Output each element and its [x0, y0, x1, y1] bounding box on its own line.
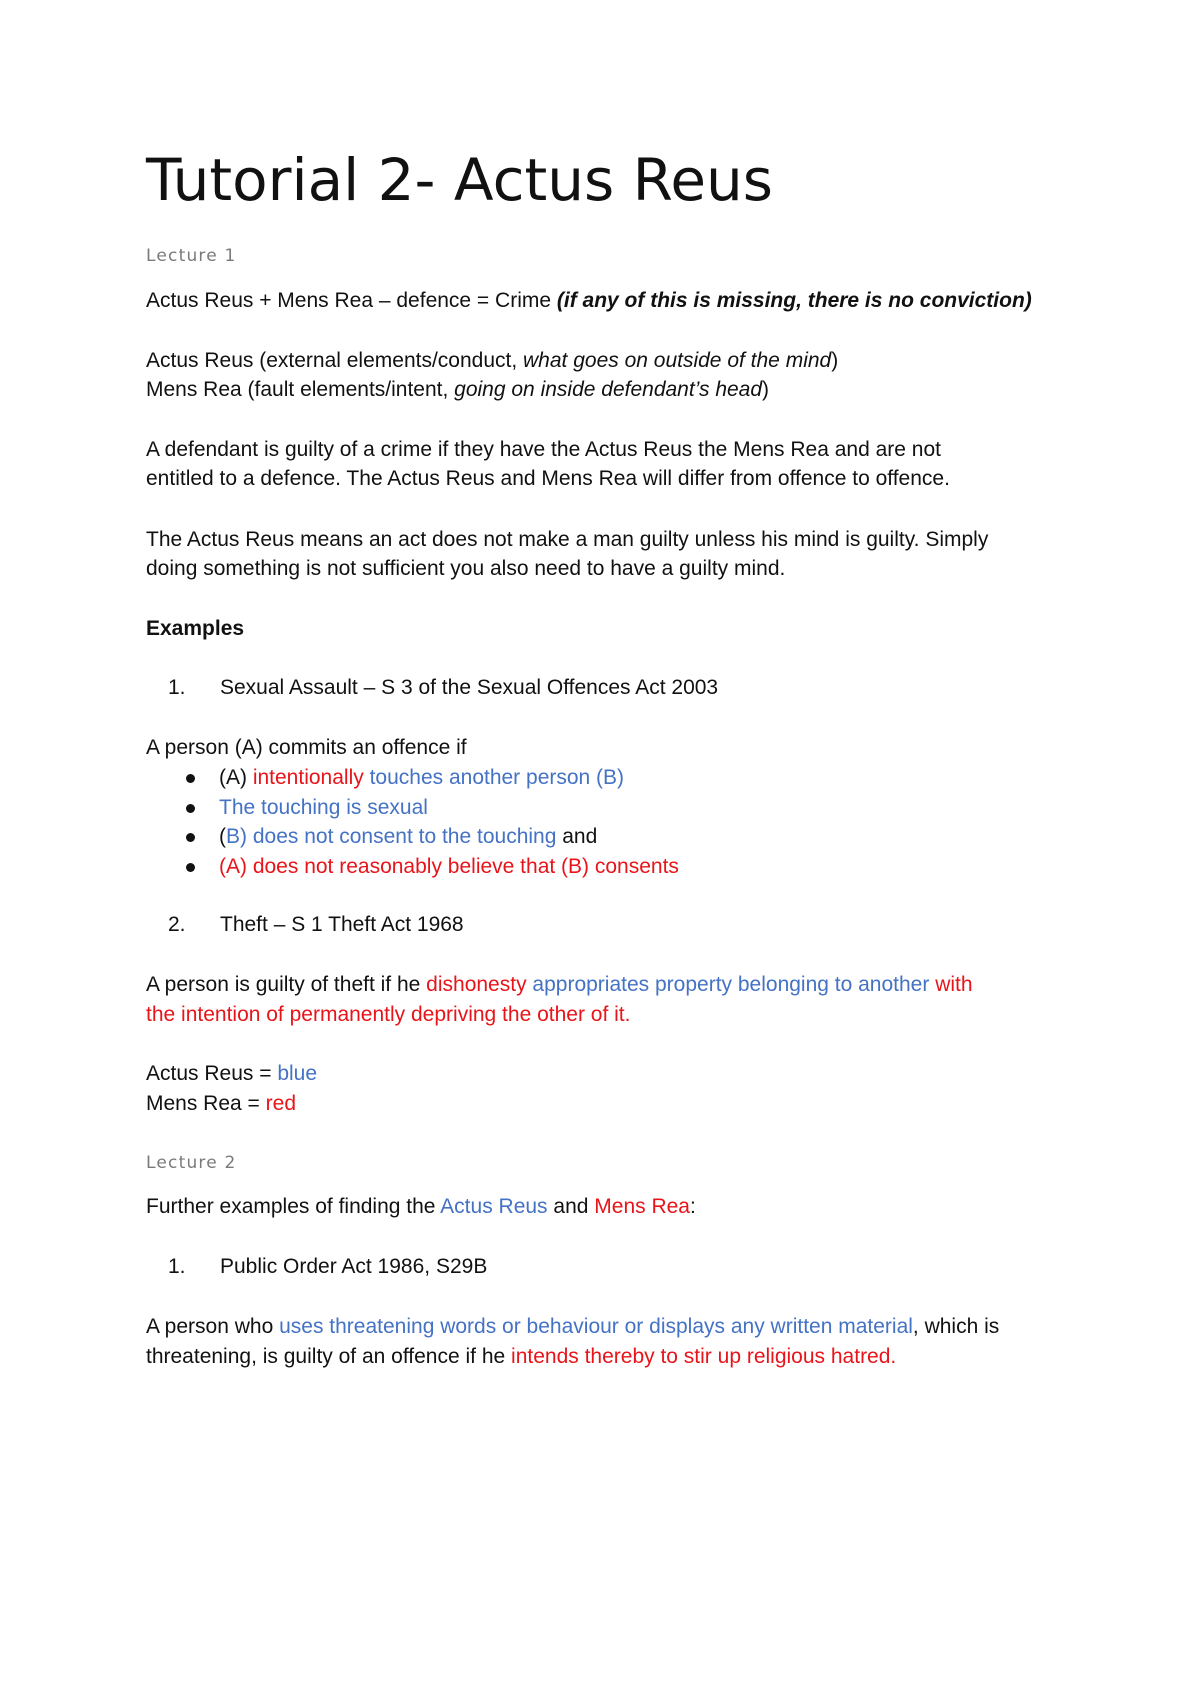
document-title: Tutorial 2- Actus Reus	[146, 146, 773, 214]
actus-definition-close: )	[831, 349, 839, 372]
bullet-text-plain: (A)	[219, 766, 253, 789]
theft-text-red: with	[929, 973, 973, 996]
bullet-text-blue: The touching is sexual	[219, 796, 428, 819]
legend-label: Mens Rea =	[146, 1092, 266, 1115]
further-text-blue: Actus Reus	[440, 1195, 548, 1218]
list-item-text: Public Order Act 1986, S29B	[220, 1255, 488, 1278]
theft-definition-line-2: the intention of permanently depriving the other of it.	[146, 1003, 631, 1026]
public-order-text-red: intends thereby to stir up religious hatred.	[511, 1345, 897, 1368]
bullet-text	[219, 822, 597, 851]
lecture-1-heading: Lecture 1	[146, 246, 237, 266]
legend-label: Actus Reus =	[146, 1062, 278, 1085]
mens-definition-italic: going on inside defendant’s head	[454, 378, 763, 401]
bullet-text-blue: touches another person (B)	[363, 766, 625, 789]
public-order-text-plain: threatening, is guilty of an offence if he	[146, 1345, 512, 1368]
bullet-icon	[186, 833, 195, 842]
guilt-paragraph-line-2: entitled to a defence. The Actus Reus and Mens Rea will differ from offence to offence.	[146, 467, 950, 490]
bullet-text-plain: (	[219, 825, 226, 848]
guilt-paragraph-line-1: A defendant is guilty of a crime if they have the Actus Reus the Mens Rea and are not	[146, 438, 941, 461]
bullet-icon	[186, 804, 195, 813]
guilty-mind-paragraph-line-1: The Actus Reus means an act does not make a man guilty unless his mind is guilty. Simply	[146, 528, 989, 551]
public-order-text-blue: uses threatening words or behaviour or displays any written material	[279, 1315, 913, 1338]
actus-reus-definition	[146, 346, 838, 375]
lecture-2-heading: Lecture 2	[146, 1153, 237, 1173]
legend-mens-rea	[146, 1089, 296, 1118]
legend-actus-reus	[146, 1059, 317, 1088]
public-order-text-plain: A person who	[146, 1315, 280, 1338]
further-text-plain: Further examples of finding the	[146, 1195, 441, 1218]
mens-definition-text: Mens Rea (fault elements/intent,	[146, 378, 455, 401]
legend-value-red: red	[265, 1092, 297, 1115]
further-examples-line	[146, 1192, 696, 1221]
list-number: 2.	[168, 913, 186, 936]
actus-definition-text: Actus Reus (external elements/conduct,	[146, 349, 524, 372]
public-order-line-2	[146, 1342, 896, 1371]
bullet-text-red: (A) does not reasonably believe that (B) consents	[219, 855, 679, 878]
bullet-text-blue: B) does not consent to the touching	[226, 825, 557, 848]
further-text-plain: :	[690, 1195, 696, 1218]
further-text-red: Mens Rea	[594, 1195, 690, 1218]
bullet-icon	[186, 774, 195, 783]
guilty-mind-paragraph-line-2: doing something is not sufficient you also need to have a guilty mind.	[146, 557, 786, 580]
mens-definition-close: )	[762, 378, 770, 401]
list-item-text: Theft – S 1 Theft Act 1968	[220, 913, 464, 936]
list-number: 1.	[168, 1255, 186, 1278]
bullet-text-plain: and	[556, 825, 598, 848]
offence-intro: A person (A) commits an offence if	[146, 736, 467, 759]
bullet-text	[219, 763, 624, 792]
list-number: 1.	[168, 676, 186, 699]
theft-definition-line-1	[146, 970, 973, 999]
theft-text-plain: A person is guilty of theft if he	[146, 973, 427, 996]
bullet-text-red: intentionally	[252, 766, 364, 789]
crime-formula	[146, 286, 1032, 315]
public-order-line-1	[146, 1312, 999, 1341]
theft-text-blue: appropriates property belonging to another	[526, 973, 930, 996]
list-item-text: Sexual Assault – S 3 of the Sexual Offences Act 2003	[220, 676, 719, 699]
further-text-plain: and	[547, 1195, 595, 1218]
public-order-text-plain: , which is	[912, 1315, 1000, 1338]
legend-value-blue: blue	[277, 1062, 318, 1085]
theft-text-red: dishonesty	[426, 973, 527, 996]
formula-note: (if any of this is missing, there is no conviction)	[556, 289, 1032, 312]
formula-text: Actus Reus + Mens Rea – defence = Crime	[146, 289, 557, 312]
examples-heading: Examples	[146, 617, 245, 640]
actus-definition-italic: what goes on outside of the mind	[523, 349, 832, 372]
bullet-icon	[186, 863, 195, 872]
mens-rea-definition	[146, 375, 769, 404]
